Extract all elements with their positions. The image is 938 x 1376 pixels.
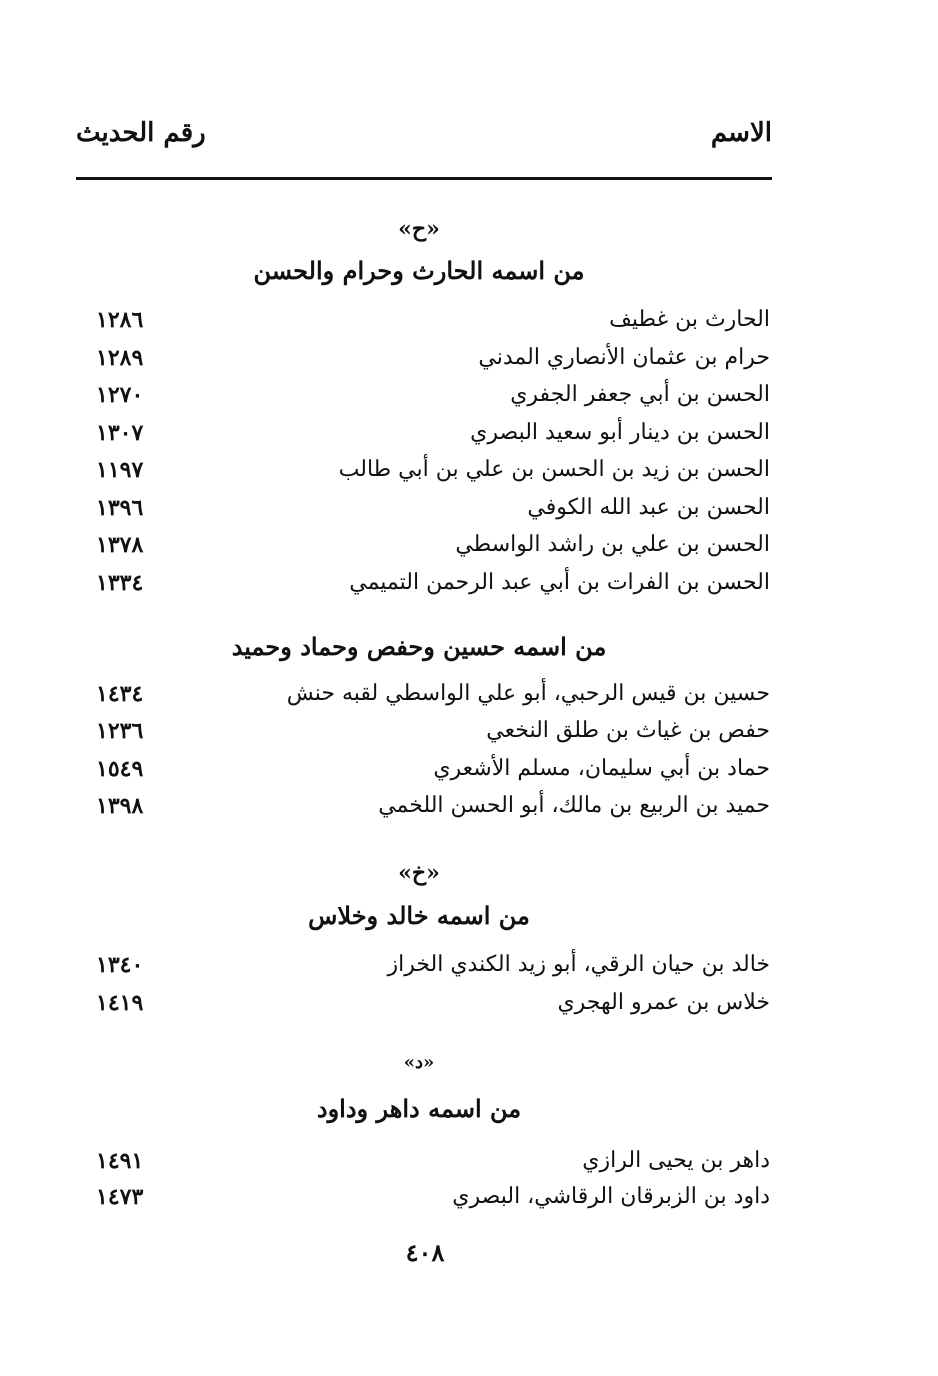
page-number: ٤٠٨ — [405, 1238, 445, 1267]
group-title: من اسمه الحارث وحرام والحسن — [253, 256, 585, 285]
entry-number: ١٣٤٠ — [96, 952, 144, 978]
section-letter: «د» — [403, 1052, 435, 1073]
section-letter: «خ» — [398, 860, 440, 886]
group-title: من اسمه حسين وحفص وحماد وحميد — [231, 632, 607, 661]
entry-number: ١٢٨٩ — [96, 345, 144, 371]
entry-name: الحسن بن أبي جعفر الجفري — [510, 382, 770, 407]
entry-number: ١٤٩١ — [96, 1148, 144, 1174]
entry-number: ١٤٧٣ — [96, 1184, 144, 1210]
column-header-number: رقم الحديث — [76, 118, 206, 148]
entry-number: ١٣٧٨ — [96, 532, 144, 558]
entry-number: ١٤٣٤ — [96, 681, 144, 707]
group-title: من اسمه داهر وداود — [316, 1094, 522, 1123]
entry-name: حميد بن الربيع بن مالك، أبو الحسن اللخمي — [378, 793, 770, 818]
entry-number: ١٢٧٠ — [96, 382, 144, 408]
entry-name: الحسن بن زيد بن الحسن بن علي بن أبي طالب — [338, 457, 770, 482]
entry-number: ١٣٠٧ — [96, 420, 144, 446]
entry-number: ١٤١٩ — [96, 990, 144, 1016]
entry-name: حسين بن قيس الرحبي، أبو علي الواسطي لقبه حنش — [286, 681, 770, 706]
entry-name: الحسن بن عبد الله الكوفي — [527, 495, 770, 520]
entry-number: ١٣٣٤ — [96, 570, 144, 596]
entry-number: ١٣٩٨ — [96, 793, 144, 819]
entry-name: خلاس بن عمرو الهجري — [557, 990, 770, 1015]
group-title: من اسمه خالد وخلاس — [308, 901, 530, 930]
entry-number: ١٢٨٦ — [96, 307, 144, 333]
column-header-name: الاسم — [710, 118, 772, 148]
entry-name: الحسن بن الفرات بن أبي عبد الرحمن التميمي — [349, 570, 770, 595]
entry-name: الحسن بن علي بن راشد الواسطي — [455, 532, 770, 557]
entry-name: حرام بن عثمان الأنصاري المدني — [478, 345, 770, 370]
entry-number: ١١٩٧ — [96, 457, 144, 483]
entry-name: داهر بن يحيى الرازي — [582, 1148, 770, 1173]
entry-name: حفص بن غياث بن طلق النخعي — [486, 718, 770, 743]
entry-name: الحسن بن دينار أبو سعيد البصري — [470, 420, 770, 445]
entry-name: الحارث بن غطيف — [609, 307, 770, 332]
entry-name: حماد بن أبي سليمان، مسلم الأشعري — [433, 756, 770, 781]
entry-number: ١٥٤٩ — [96, 756, 144, 782]
entry-number: ١٢٣٦ — [96, 718, 144, 744]
entry-name: داود بن الزبرقان الرقاشي، البصري — [452, 1184, 770, 1209]
entry-name: خالد بن حيان الرقي، أبو زيد الكندي الخراز — [387, 952, 770, 977]
section-letter: «ح» — [398, 216, 440, 242]
entry-number: ١٣٩٦ — [96, 495, 144, 521]
